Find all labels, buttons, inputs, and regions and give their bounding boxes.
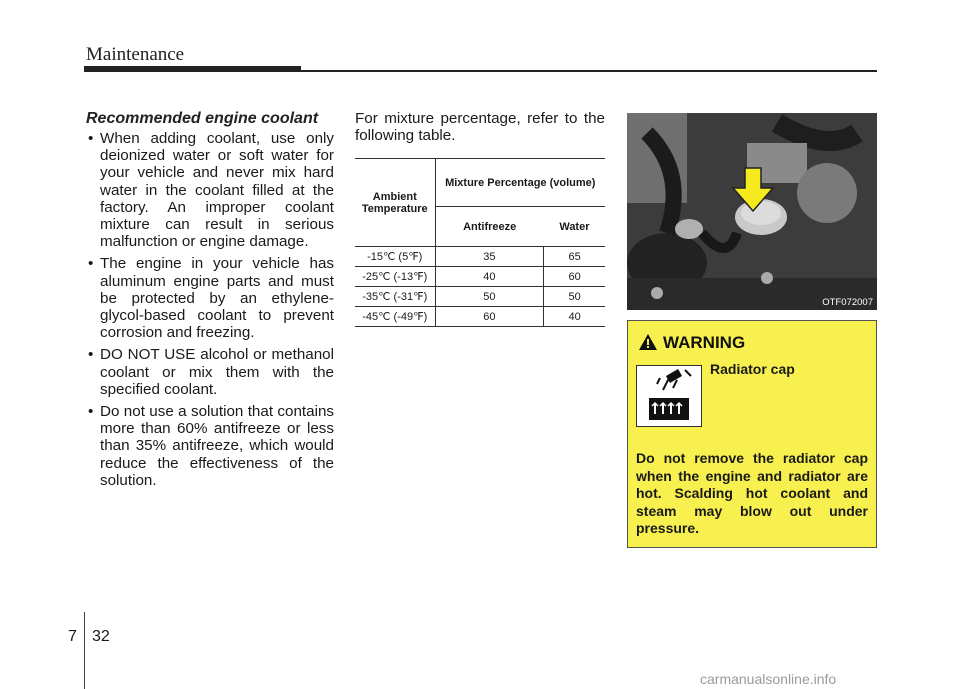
page-number: 32: [92, 628, 110, 645]
warning-box: [627, 320, 877, 548]
header-antifreeze: Antifreeze: [435, 207, 544, 247]
cell-antifreeze: 60: [435, 307, 544, 327]
header-mixture: Mixture Percentage (volume): [435, 159, 605, 207]
bullet-item: • When adding coolant, use only deionized water or soft water for your vehicle and never mix hard water in the coolant filled at the factory. An improper coolant mixture can result in serious malfunction or engine damage.: [86, 130, 334, 250]
warning-triangle-icon: [638, 333, 658, 351]
bullet-item: • The engine in your vehicle has aluminum engine parts and must be protected by an ethylene-glycol-based coolant to prevent corrosion and freezing.: [86, 255, 334, 341]
engine-photo-icon: [627, 113, 877, 310]
header-water: Water: [544, 207, 605, 247]
cell-water: 50: [544, 287, 605, 307]
header-rule-thin: [301, 70, 877, 72]
cell-temp: -15℃ (5℉): [355, 247, 435, 267]
cell-water: 60: [544, 267, 605, 287]
cell-water: 65: [544, 247, 605, 267]
header-ambient: Ambient Temperature: [355, 159, 435, 247]
table-intro-text: For mixture percentage, refer to the following table.: [355, 110, 605, 145]
cell-temp: -35℃ (-31℉): [355, 287, 435, 307]
footer-divider: [84, 612, 85, 689]
engine-photo: [627, 113, 877, 310]
cell-antifreeze: 40: [435, 267, 544, 287]
section-heading: Recommended engine coolant: [86, 110, 319, 127]
table-intro: [355, 110, 605, 144]
watermark: carmanualsonline.info: [700, 671, 837, 687]
cell-temp: -25℃ (-13℉): [355, 267, 435, 287]
mixture-table: [355, 158, 605, 327]
coolant-section: [86, 110, 334, 494]
header-title: Maintenance: [86, 44, 185, 65]
bullet-item: • Do not use a solution that contains more than 60% antifreeze or less than 35% antifreeze, which would reduce the effectiveness of the solution.: [86, 403, 334, 489]
radiator-cap-icon: [636, 365, 702, 427]
bullet-item: • DO NOT USE alcohol or methanol coolant or mix them with the specified coolant.: [86, 346, 334, 398]
cell-antifreeze: 50: [435, 287, 544, 307]
warning-title: WARNING: [663, 333, 746, 352]
table-row: [355, 247, 605, 267]
bullet-list: [86, 130, 334, 489]
table-row: [355, 287, 605, 307]
photo-code: OTF072007: [822, 297, 873, 308]
cell-antifreeze: 35: [435, 247, 544, 267]
cell-temp: -45℃ (-49℉): [355, 307, 435, 327]
warning-text: Do not remove the radiator cap when the engine and radiator are hot. Scalding hot coolant and steam may blow out under pressure.: [636, 450, 868, 536]
chapter-number: 7: [68, 628, 77, 645]
table-row: [355, 307, 605, 327]
table-row: [355, 267, 605, 287]
warning-subtitle: Radiator cap: [710, 361, 795, 377]
cell-water: 40: [544, 307, 605, 327]
header-rule-thick: [84, 66, 301, 72]
